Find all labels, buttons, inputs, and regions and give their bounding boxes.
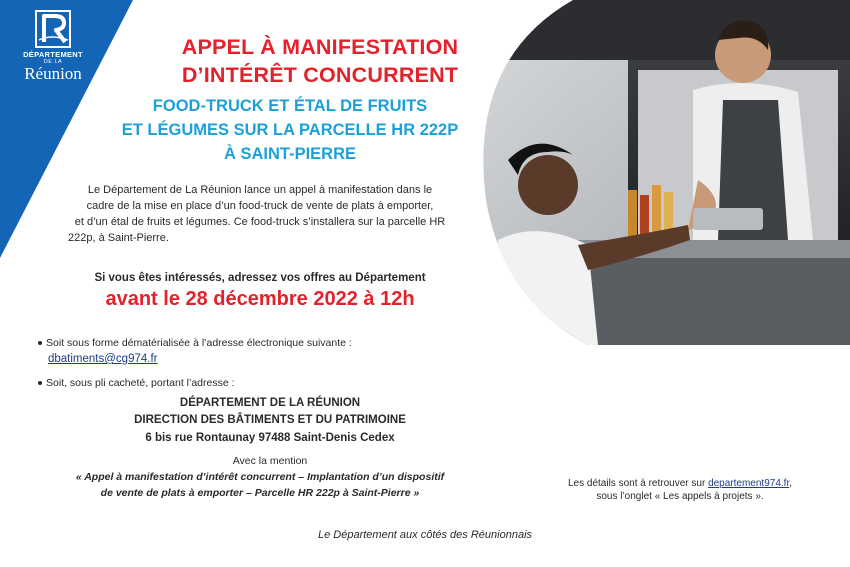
bullet-postal-text: Soit, sous pli cacheté, portant l’adresse : <box>46 377 235 389</box>
intro-line: 222p, à Saint-Pierre. <box>68 232 169 244</box>
details-note <box>530 477 830 503</box>
address-line2: DIRECTION DES BÂTIMENTS ET DU PATRIMOINE <box>134 414 406 426</box>
mention-label: Avec la mention <box>232 455 308 467</box>
subtitle-line2: ET LÉGUMES SUR LA PARCELLE HR 222P <box>121 121 459 139</box>
deadline: avant le 28 décembre 2022 à 12h <box>105 288 415 310</box>
intro-line: et d’un étal de fruits et légumes. Ce food-truck s’installera sur la parcelle HR <box>74 216 446 228</box>
bullet-dot-icon <box>38 381 42 385</box>
intro-line: Le Département de La Réunion lance un appel à manifestation dans le <box>87 184 433 196</box>
website-link[interactable]: departement974.fr <box>708 478 790 489</box>
bullet-postal <box>38 377 235 389</box>
subtitle-line1: FOOD-TRUCK ET ÉTAL DE FRUITS <box>152 97 428 115</box>
call-to-action: Si vous êtes intéressés, adressez vos offres au Département <box>94 272 426 284</box>
intro-paragraph <box>55 182 465 246</box>
details-prefix: Les détails sont à retrouver sur <box>567 478 706 489</box>
bullet-dot-icon <box>38 341 42 345</box>
address-line1: DÉPARTEMENT DE LA RÉUNION <box>179 397 361 409</box>
address-line3: 6 bis rue Rontaunay 97488 Saint-Denis Cedex <box>145 432 395 444</box>
email-link[interactable]: dbatiments@cg974.fr <box>48 353 158 365</box>
reunion-logo[interactable] <box>14 10 92 84</box>
logo-dela-text: DE LA <box>43 59 63 65</box>
intro-line: cadre de la mise en place d’un food-truck de vente de plats à emporter, <box>86 200 434 212</box>
mention-text <box>30 469 490 501</box>
details-line2: sous l’onglet « Les appels à projets ». <box>596 491 764 502</box>
footer-tagline: Le Département aux côtés des Réunionnais <box>317 529 533 541</box>
logo-departement-text: DÉPARTEMENT <box>23 50 83 59</box>
mention-line: « Appel à manifestation d’intérêt concurrent – Implantation d’un dispositif <box>75 471 445 483</box>
bullet-electronic-text: Soit sous forme dématérialisée à l’adresse électronique suivante : <box>46 337 352 349</box>
subtitle-line3: À SAINT-PIERRE <box>223 145 357 163</box>
logo-reunion-text: Réunion <box>24 64 82 83</box>
mention-line: de vente de plats à emporter – Parcelle HR 222p à Saint-Pierre » <box>100 487 420 499</box>
food-truck-photo <box>478 0 850 345</box>
details-suffix: , <box>789 478 793 489</box>
main-title-line2: D’INTÉRÊT CONCURRENT <box>181 63 459 87</box>
main-title-line1: APPEL À MANIFESTATION <box>181 35 459 59</box>
reunion-r-logo-icon <box>35 10 71 48</box>
bullet-electronic <box>38 337 352 349</box>
